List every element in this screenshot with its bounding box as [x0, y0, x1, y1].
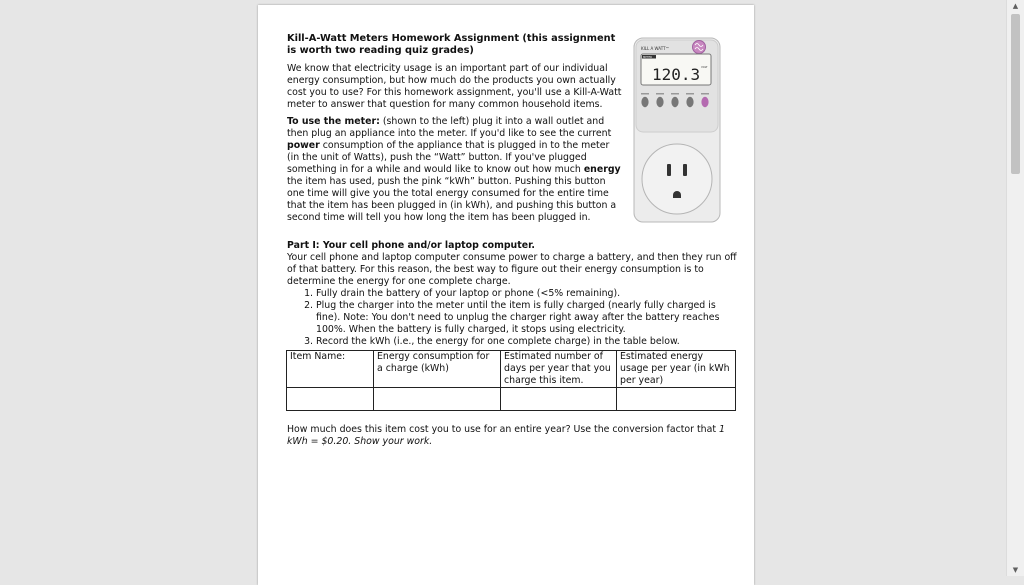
meter-reading: 120.3: [652, 65, 701, 84]
button-label-mark: [671, 93, 679, 95]
assignment-title: Kill-A-Watt Meters Homework Assignment (this assignment is worth two reading quiz grades): [287, 33, 616, 56]
table-cell[interactable]: [287, 388, 374, 411]
table-header-cell: Estimated energy usage per year (in kWh per year): [617, 351, 736, 388]
button-label-mark: [686, 93, 694, 95]
table-header-cell: Estimated number of days per year that you charge this item.: [501, 351, 617, 388]
table-header-row: [287, 351, 736, 388]
part1-intro: Your cell phone and laptop computer consume power to charge a battery, and then they run off of that battery. For this reason, the best way to figure out their energy consumption is to determine the energy for one complete charge.: [287, 252, 737, 287]
part1-heading: Part I: Your cell phone and/or laptop computer.: [287, 240, 535, 251]
meter-logo-icon: [693, 41, 706, 54]
scroll-up-icon[interactable]: ▲: [1012, 2, 1019, 10]
step-item: 3. Record the kWh (i.e., the energy for one complete charge) in the table below.: [316, 336, 739, 348]
scroll-down-icon[interactable]: ▼: [1012, 566, 1019, 574]
conversion-factor: 1 kWh = $0.20. Show your work.: [287, 424, 725, 447]
steps-list: [287, 288, 739, 348]
amp-button[interactable]: [656, 97, 663, 107]
vertical-scrollbar[interactable]: [1006, 0, 1024, 576]
button-label-mark: [656, 93, 664, 95]
intro-paragraph: We know that electricity usage is an important part of our individual energy consumption, but how much do the products you own actually cost you to use? For this homework assignment, you'll use a Kill-A-Watt meter to answer that question for many common household items.: [287, 63, 622, 110]
outlet-face: [642, 144, 712, 214]
usage-paragraph: [287, 116, 623, 224]
energy-keyword: energy: [583, 164, 621, 175]
usage-text-1: (shown to the left) plug it into a wall outlet and then plug an appliance into the meter. If you'd like to see the current: [287, 116, 612, 139]
cost-question-text: How much does this item cost you to use for an entire year? Use the conversion factor that: [287, 424, 720, 435]
meter-unit: VOLT: [701, 66, 708, 69]
volt-button[interactable]: [641, 97, 648, 107]
cost-question: [287, 424, 727, 448]
usage-text-3: the item has used, push the pink “kWh” button. Pushing this button one time will give you the total energy consumed for the entire time that the item has been plugged in (in kWh), and pushing this button a second time will tell you how long the item has been plugged in.: [287, 176, 617, 223]
document-page: [258, 5, 754, 585]
kill-a-watt-meter-image: [633, 37, 721, 223]
table-row: [287, 388, 736, 411]
usage-heading: To use the meter:: [287, 116, 380, 127]
button-label-mark: [701, 93, 709, 95]
scrollbar-thumb[interactable]: [1011, 14, 1020, 174]
button-label-mark: [641, 93, 649, 95]
outlet-slot-left: [667, 164, 671, 176]
table-cell[interactable]: [617, 388, 736, 411]
watt-button[interactable]: [671, 97, 678, 107]
record-table: [286, 350, 736, 411]
meter-brand: KILL A WATT™: [641, 46, 670, 51]
usage-text-2: consumption of the appliance that is plugged in to the meter (in the unit of Watts), push the “Watt” button. If you've plugged something in for a while and would like to know out how much: [287, 140, 610, 175]
table-cell[interactable]: [501, 388, 617, 411]
table-header-cell: Item Name:: [287, 351, 374, 388]
power-keyword: power: [287, 140, 320, 151]
step-item: 2. Plug the charger into the meter until the item is fully charged (nearly fully charged is fine). Note: You don't need to unplug the charger right away after the battery reaches 100%. When the battery is fully charged, it stops using electricity.: [316, 300, 739, 336]
table-header-cell: Energy consumption for a charge (kWh): [374, 351, 501, 388]
kwh-button[interactable]: [701, 97, 708, 107]
meter-display-label: METER: [643, 56, 652, 59]
outlet-slot-right: [683, 164, 687, 176]
table-cell[interactable]: [374, 388, 501, 411]
step-item: 1. Fully drain the battery of your laptop or phone (<5% remaining).: [316, 288, 739, 300]
hz-button[interactable]: [686, 97, 693, 107]
